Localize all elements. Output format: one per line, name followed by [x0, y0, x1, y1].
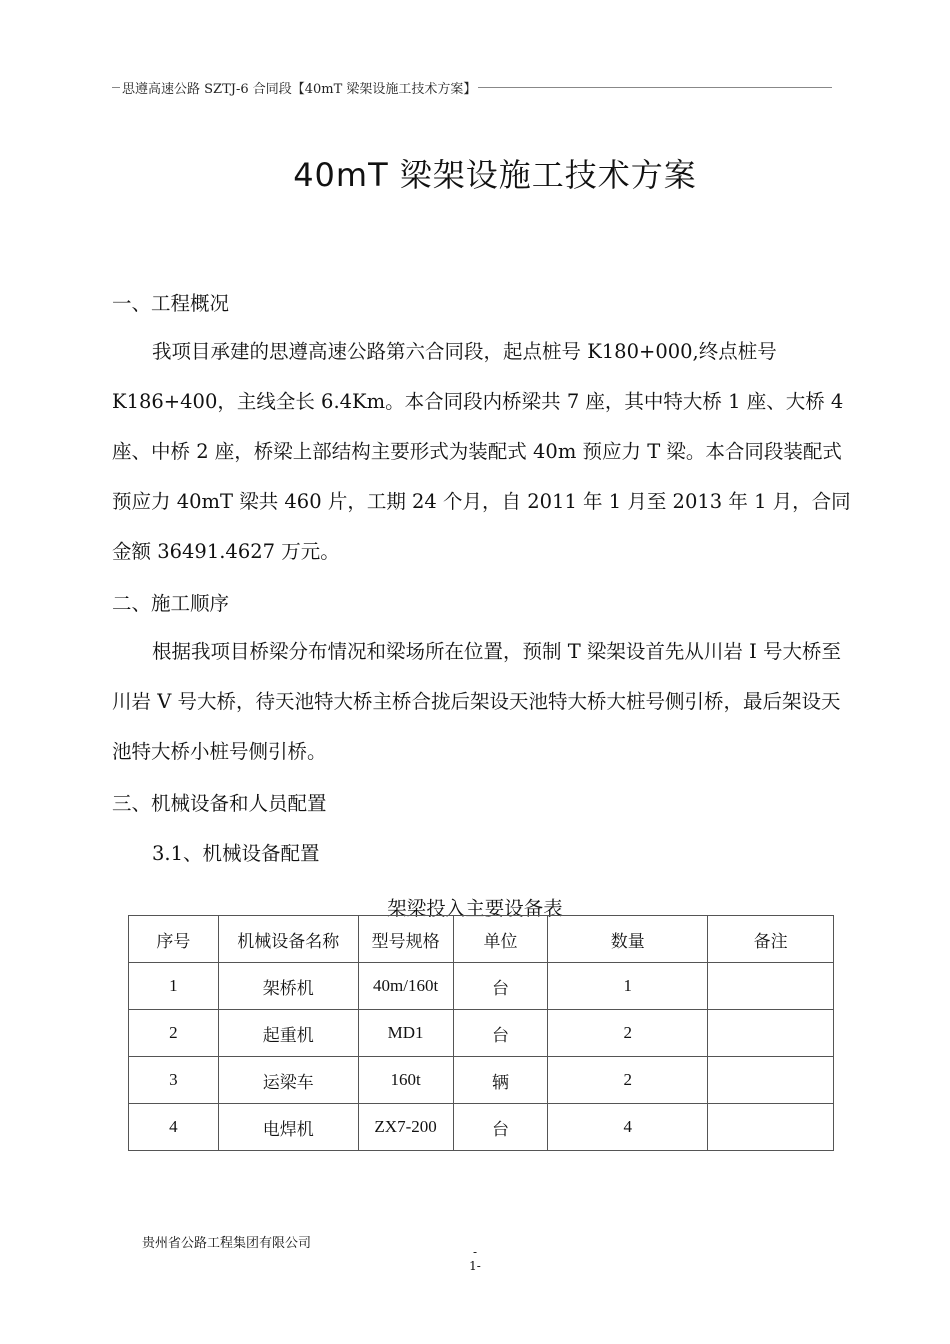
table-caption: 架梁投入主要设备表 — [387, 897, 563, 920]
page-number — [0, 1245, 950, 1273]
section-heading-sequence: 二、施工顺序 — [112, 592, 230, 615]
cell-index: 1 — [129, 963, 219, 1010]
cell-remarks — [708, 1010, 834, 1057]
table-row — [129, 1057, 834, 1104]
page-number-dash: - — [472, 1245, 478, 1259]
cell-quantity: 4 — [548, 1104, 708, 1151]
table-row — [129, 1104, 834, 1151]
header-cell-remarks: 备注 — [708, 916, 834, 963]
footer-company: 贵州省公路工程集团有限公司 — [142, 1236, 312, 1251]
header-cell-model: 型号规格 — [358, 916, 453, 963]
table-row — [129, 963, 834, 1010]
header-cell-unit: 单位 — [453, 916, 548, 963]
cell-name: 起重机 — [218, 1010, 358, 1057]
cell-model: 40m/160t — [358, 963, 453, 1010]
cell-remarks — [708, 1057, 834, 1104]
paragraph-sequence: 根据我项目桥梁分布情况和梁场所在位置，预制 T 梁架设首先从川岩 I 号大桥至川岩 V 号大桥，待天池特大桥主桥合拢后架设天池特大桥大桩号侧引桥，最后架设天池特大桥小桩号侧引桥。 — [112, 640, 842, 763]
cell-model: ZX7-200 — [358, 1104, 453, 1151]
subsection-heading-machinery: 3.1、机械设备配置 — [152, 842, 320, 865]
cell-index: 3 — [129, 1057, 219, 1104]
document-title: 40mT 梁架设施工技术方案 — [293, 156, 697, 194]
cell-quantity: 1 — [548, 963, 708, 1010]
running-header: 思遵高速公路 SZTJ-6 合同段【40mT 梁架设施工技术方案】 — [120, 78, 478, 97]
cell-name: 运梁车 — [218, 1057, 358, 1104]
cell-remarks — [708, 963, 834, 1010]
cell-quantity: 2 — [548, 1010, 708, 1057]
cell-unit: 台 — [453, 963, 548, 1010]
table-header-row — [129, 916, 834, 963]
section-heading-equipment: 三、机械设备和人员配置 — [112, 792, 327, 815]
cell-quantity: 2 — [548, 1057, 708, 1104]
table-row — [129, 1010, 834, 1057]
section-heading-overview: 一、工程概况 — [112, 292, 230, 315]
cell-index: 4 — [129, 1104, 219, 1151]
cell-name: 架桥机 — [218, 963, 358, 1010]
cell-unit: 台 — [453, 1104, 548, 1151]
header-cell-quantity: 数量 — [548, 916, 708, 963]
cell-index: 2 — [129, 1010, 219, 1057]
cell-unit: 辆 — [453, 1057, 548, 1104]
equipment-table — [128, 915, 834, 1151]
header-cell-index: 序号 — [129, 916, 219, 963]
cell-model: 160t — [358, 1057, 453, 1104]
cell-unit: 台 — [453, 1010, 548, 1057]
page-number-value: 1- — [469, 1259, 481, 1273]
cell-remarks — [708, 1104, 834, 1151]
paragraph-overview: 我项目承建的思遵高速公路第六合同段，起点桩号 K180+000,终点桩号 K186+400，主线全长 6.4Km。本合同段内桥梁共 7 座，其中特大桥 1 座、大桥 4 座、中桥 2 座，桥梁上部结构主要形式为装配式 40m 预应力 T 梁。本合同段装配式预应力 40mT 梁共 460 片，工期 24 个月，自 2011 年 1 月至 2013 年 1 月，合同金额 36491.4627 万元。 — [112, 340, 851, 563]
cell-model: MD1 — [358, 1010, 453, 1057]
header-cell-name: 机械设备名称 — [218, 916, 358, 963]
cell-name: 电焊机 — [218, 1104, 358, 1151]
